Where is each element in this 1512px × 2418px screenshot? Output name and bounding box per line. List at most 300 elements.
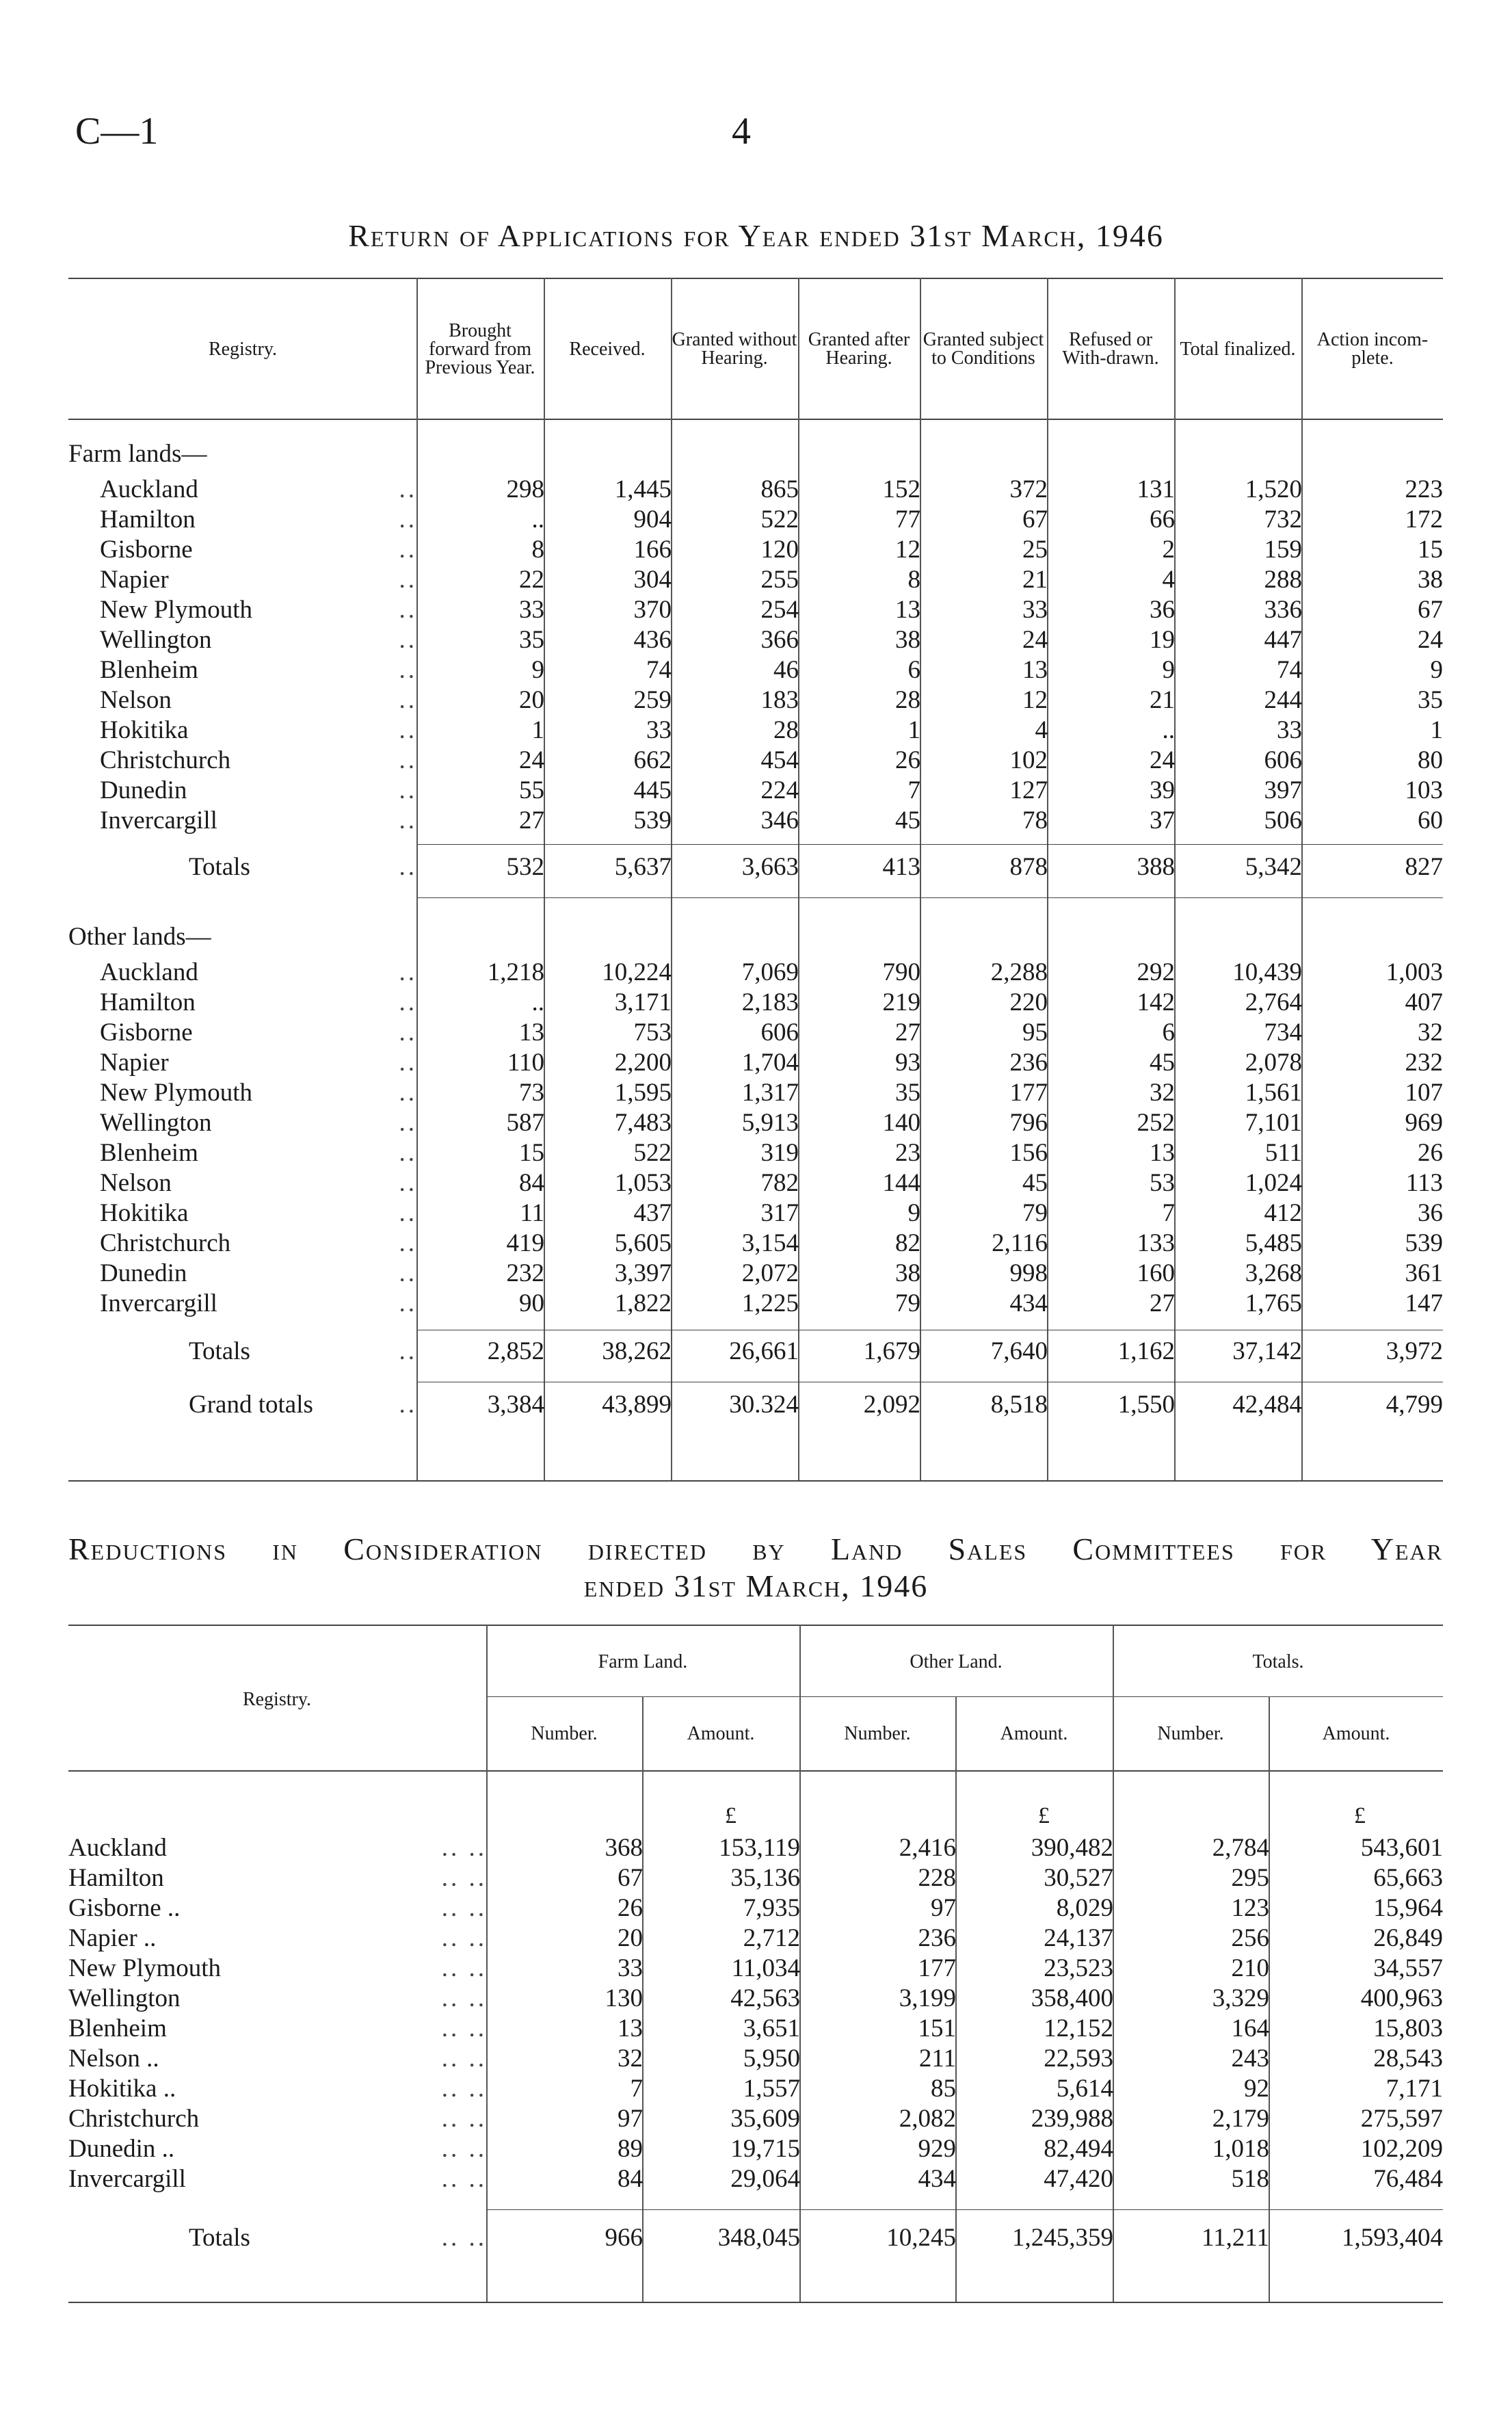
value-cell: 74 — [1277, 656, 1302, 684]
value-cell: 4 — [1035, 716, 1048, 744]
registry-cell: Totals — [189, 853, 250, 881]
value-cell: 522 — [633, 1139, 672, 1167]
value-cell: 7,101 — [1245, 1109, 1302, 1137]
t1-col-received: Received. — [569, 338, 646, 360]
value-cell: 19,715 — [730, 2135, 800, 2163]
value-cell: 77 — [895, 505, 920, 534]
value-cell: 19 — [1150, 626, 1175, 654]
value-cell: 9 — [531, 656, 544, 684]
value-cell: 2,082 — [899, 2105, 956, 2133]
value-cell: 3,651 — [743, 2014, 800, 2042]
registry-cell: Napier — [100, 566, 169, 594]
table-row — [68, 2074, 1443, 2104]
value-cell: 2,116 — [992, 1229, 1048, 1257]
t1-farm-totals-rule — [417, 844, 1443, 845]
value-cell: 24,137 — [1044, 1924, 1113, 1952]
value-cell: 606 — [1264, 746, 1302, 774]
leader-dots: .. — [399, 596, 417, 624]
value-cell: 23 — [895, 1139, 920, 1167]
value-cell: 7 — [907, 776, 920, 804]
totals-row — [68, 1337, 1443, 1367]
value-cell: 732 — [1264, 505, 1302, 534]
totals-row — [68, 2223, 1443, 2253]
value-cell: 55 — [519, 776, 544, 804]
value-cell: 929 — [918, 2135, 956, 2163]
value-cell: 24 — [1150, 746, 1175, 774]
value-cell: 1,561 — [1245, 1079, 1302, 1107]
value-cell: 153,119 — [719, 1834, 800, 1862]
value-cell: 35 — [895, 1079, 920, 1107]
value-cell: 131 — [1137, 475, 1175, 503]
value-cell: 24 — [1418, 626, 1443, 654]
table-row — [68, 505, 1443, 535]
value-cell: 796 — [1009, 1109, 1048, 1137]
t2-group-totals: Totals. — [1252, 1651, 1304, 1672]
value-cell: 45 — [895, 806, 920, 835]
value-cell: 32 — [1150, 1079, 1175, 1107]
leader-dots: .. — [399, 1169, 417, 1197]
value-cell: 97 — [618, 2105, 643, 2133]
value-cell: 969 — [1405, 1109, 1443, 1137]
leader-dots: .. — [399, 1199, 417, 1227]
t2-sub-totals-number: Number. — [1157, 1722, 1224, 1744]
value-cell: 361 — [1405, 1259, 1443, 1287]
t2-sub-totals-amount: Amount. — [1322, 1722, 1390, 1744]
t2-group-rule — [487, 1696, 1443, 1697]
table-row — [68, 1108, 1443, 1138]
t1-farm-totals-bottom-rule — [417, 897, 1443, 898]
value-cell: 120 — [760, 536, 799, 564]
t2-currency-farm: £ — [725, 1803, 737, 1828]
table-row — [68, 1923, 1443, 1954]
value-cell: 21 — [1150, 686, 1175, 714]
table-row — [68, 1863, 1443, 1893]
value-cell: 437 — [633, 1199, 672, 1227]
value-cell: 97 — [931, 1894, 956, 1922]
t2-col-registry: Registry. — [242, 1688, 312, 1710]
t1-col-total-finalized: Total finalized. — [1180, 338, 1296, 360]
leader-dots: .. — [399, 746, 417, 774]
value-cell: 159 — [1264, 536, 1302, 564]
leader-dots: .. — [399, 505, 417, 534]
value-cell: 79 — [1022, 1199, 1048, 1227]
value-cell: 522 — [760, 505, 799, 534]
leader-dots: .. .. — [441, 1954, 487, 1982]
value-cell: 827 — [1405, 853, 1443, 881]
value-cell: 1 — [907, 716, 920, 744]
value-cell: 211 — [918, 2045, 956, 2073]
value-cell: 9 — [907, 1199, 920, 1227]
value-cell: 1,557 — [743, 2075, 800, 2103]
value-cell: 89 — [618, 2135, 643, 2163]
value-cell: 65,663 — [1373, 1864, 1443, 1892]
value-cell: 259 — [633, 686, 672, 714]
value-cell: 228 — [918, 1864, 956, 1892]
value-cell: 12 — [1022, 686, 1048, 714]
value-cell: 15 — [1418, 536, 1443, 564]
value-cell: 413 — [882, 853, 920, 881]
value-cell: 397 — [1264, 776, 1302, 804]
registry-cell: Invercargill — [100, 806, 217, 835]
leader-dots: .. .. — [441, 1834, 487, 1862]
value-cell: 1,018 — [1212, 2135, 1269, 2163]
value-cell: 156 — [1009, 1139, 1048, 1167]
value-cell: 244 — [1264, 686, 1302, 714]
table-row — [68, 958, 1443, 988]
value-cell: 144 — [882, 1169, 920, 1197]
value-cell: 447 — [1264, 626, 1302, 654]
value-cell: .. — [1162, 716, 1175, 744]
t1-col-granted-without-hearing: Granted without Hearing. — [672, 329, 797, 369]
value-cell: 543,601 — [1360, 1834, 1443, 1862]
value-cell: 164 — [1231, 2014, 1269, 2042]
registry-cell: Hamilton — [100, 988, 196, 1016]
value-cell: 368 — [605, 1834, 643, 1862]
value-cell: 539 — [1405, 1229, 1443, 1257]
value-cell: 102 — [1009, 746, 1048, 774]
t2-totals-rule — [487, 2209, 1443, 2210]
value-cell: 26 — [895, 746, 920, 774]
value-cell: 127 — [1009, 776, 1048, 804]
leader-dots: .. — [399, 1139, 417, 1167]
value-cell: 3,154 — [741, 1229, 799, 1257]
table-row — [68, 565, 1443, 595]
value-cell: 232 — [1405, 1049, 1443, 1077]
leader-dots: .. — [399, 1049, 417, 1077]
table-row — [68, 806, 1443, 836]
value-cell: 236 — [918, 1924, 956, 1952]
registry-cell: Auckland — [68, 1834, 167, 1862]
value-cell: 90 — [519, 1289, 544, 1317]
table-row — [68, 655, 1443, 685]
table-row — [68, 1984, 1443, 2014]
t1-col-granted-subject: Granted subject to Conditions — [923, 329, 1044, 369]
value-cell: 26,849 — [1373, 1924, 1443, 1952]
value-cell: 790 — [882, 958, 920, 986]
leader-dots: .. .. — [441, 2045, 487, 2073]
table-row — [68, 1833, 1443, 1863]
value-cell: 336 — [1264, 596, 1302, 624]
leader-dots: .. — [399, 1229, 417, 1257]
value-cell: 224 — [760, 776, 799, 804]
table2-title-line1: Reductions in Consideration directed by Land Sales Committees for Year — [68, 1532, 1443, 1566]
value-cell: 11 — [520, 1199, 544, 1227]
t2-currency-other: £ — [1038, 1803, 1050, 1828]
value-cell: 15 — [519, 1139, 544, 1167]
value-cell: 24 — [519, 746, 544, 774]
value-cell: 73 — [519, 1079, 544, 1107]
registry-cell: New Plymouth — [68, 1954, 222, 1982]
leader-dots: .. — [399, 776, 417, 804]
value-cell: 79 — [895, 1289, 920, 1317]
registry-cell: New Plymouth — [100, 596, 253, 624]
table1-bottom-rule — [68, 1480, 1443, 1482]
table-row — [68, 988, 1443, 1018]
table-row — [68, 595, 1443, 625]
registry-cell: Napier .. — [68, 1924, 157, 1952]
value-cell: 370 — [633, 596, 672, 624]
value-cell: 177 — [1009, 1079, 1048, 1107]
t1-other-heading: Other lands— — [68, 923, 211, 951]
value-cell: 5,637 — [614, 853, 672, 881]
registry-cell: Blenheim — [100, 656, 198, 684]
leader-dots: .. .. — [441, 1864, 487, 1892]
value-cell: 434 — [1009, 1289, 1048, 1317]
value-cell: 11,034 — [731, 1954, 800, 1982]
registry-cell: Hokitika — [100, 1199, 189, 1227]
value-cell: 210 — [1231, 1954, 1269, 1982]
registry-cell: Napier — [100, 1049, 169, 1077]
table-row — [68, 1198, 1443, 1228]
value-cell: 27 — [895, 1019, 920, 1047]
leader-dots: .. .. — [441, 2165, 487, 2193]
leader-dots: .. — [399, 566, 417, 594]
value-cell: 5,605 — [614, 1229, 672, 1257]
value-cell: 30,527 — [1044, 1864, 1113, 1892]
value-cell: 275,597 — [1360, 2105, 1443, 2133]
value-cell: 66 — [1150, 505, 1175, 534]
value-cell: 3,171 — [614, 988, 672, 1016]
value-cell: 33 — [519, 596, 544, 624]
value-cell: 35 — [1418, 686, 1443, 714]
value-cell: 46 — [773, 656, 799, 684]
t2-sub-other-amount: Amount. — [1000, 1722, 1068, 1744]
value-cell: 256 — [1231, 1924, 1269, 1952]
value-cell: 38 — [1418, 566, 1443, 594]
leader-dots: .. — [399, 853, 417, 881]
registry-cell: Wellington — [100, 1109, 212, 1137]
value-cell: 904 — [633, 505, 672, 534]
value-cell: 13 — [519, 1019, 544, 1047]
value-cell: 319 — [760, 1139, 799, 1167]
leader-dots: .. — [399, 1391, 417, 1419]
value-cell: 400,963 — [1360, 1984, 1443, 2012]
value-cell: 36 — [1150, 596, 1175, 624]
value-cell: 151 — [918, 2014, 956, 2042]
value-cell: 3,384 — [487, 1391, 544, 1419]
table2-bottom-rule — [68, 2302, 1443, 2303]
registry-cell: Gisborne — [100, 536, 193, 564]
value-cell: 84 — [519, 1169, 544, 1197]
value-cell: 3,329 — [1212, 1984, 1269, 2012]
value-cell: 2,764 — [1245, 988, 1302, 1016]
value-cell: 4 — [1162, 566, 1175, 594]
value-cell: 1,445 — [614, 475, 672, 503]
value-cell: 454 — [760, 746, 799, 774]
leader-dots: .. — [399, 1337, 417, 1365]
value-cell: 35 — [519, 626, 544, 654]
leader-dots: .. — [399, 988, 417, 1016]
value-cell: 130 — [605, 1984, 643, 2012]
value-cell: 160 — [1137, 1259, 1175, 1287]
value-cell: 304 — [633, 566, 672, 594]
value-cell: 292 — [1137, 958, 1175, 986]
value-cell: 2,784 — [1212, 1834, 1269, 1862]
value-cell: 7,483 — [614, 1109, 672, 1137]
value-cell: 7 — [1162, 1199, 1175, 1227]
value-cell: 255 — [760, 566, 799, 594]
registry-cell: Christchurch — [100, 746, 231, 774]
value-cell: 1,765 — [1245, 1289, 1302, 1317]
value-cell: 183 — [760, 686, 799, 714]
table-row — [68, 2044, 1443, 2074]
t1-col-brought-forward: Brought forward from Previous Year. — [425, 319, 535, 378]
registry-cell: Gisborne .. — [68, 1894, 181, 1922]
leader-dots: .. .. — [441, 1924, 487, 1952]
registry-cell: Hamilton — [100, 505, 196, 534]
value-cell: 5,342 — [1245, 853, 1302, 881]
value-cell: 1,053 — [614, 1169, 672, 1197]
value-cell: 518 — [1231, 2165, 1269, 2193]
value-cell: 3,663 — [741, 853, 799, 881]
value-cell: 232 — [506, 1259, 544, 1287]
value-cell: 6 — [907, 656, 920, 684]
value-cell: 29,064 — [730, 2165, 800, 2193]
value-cell: 13 — [1150, 1139, 1175, 1167]
t1-farm-heading: Farm lands— — [68, 440, 207, 468]
value-cell: 45 — [1150, 1049, 1175, 1077]
leader-dots: .. — [399, 536, 417, 564]
value-cell: 865 — [760, 475, 799, 503]
value-cell: 412 — [1264, 1199, 1302, 1227]
value-cell: 13 — [895, 596, 920, 624]
value-cell: 366 — [760, 626, 799, 654]
registry-cell: New Plymouth — [100, 1079, 253, 1107]
value-cell: 539 — [633, 806, 672, 835]
value-cell: 1 — [1430, 716, 1443, 744]
value-cell: 47,420 — [1044, 2165, 1113, 2193]
leader-dots: .. .. — [441, 2105, 487, 2133]
value-cell: 92 — [1244, 2075, 1269, 2103]
value-cell: 102,209 — [1360, 2135, 1443, 2163]
value-cell: 147 — [1405, 1289, 1443, 1317]
value-cell: 358,400 — [1031, 1984, 1113, 2012]
grand-totals-row — [68, 1390, 1443, 1420]
value-cell: 511 — [1264, 1139, 1302, 1167]
registry-cell: Dunedin .. — [68, 2135, 175, 2163]
value-cell: 43,899 — [602, 1391, 672, 1419]
registry-cell: Hokitika .. — [68, 2075, 176, 2103]
leader-dots: .. .. — [441, 2224, 487, 2252]
leader-dots: .. .. — [441, 1894, 487, 1922]
value-cell: 32 — [1418, 1019, 1443, 1047]
value-cell: 298 — [506, 475, 544, 503]
t2-sub-farm-number: Number. — [531, 1722, 598, 1744]
value-cell: 20 — [618, 1924, 643, 1952]
table-row — [68, 1168, 1443, 1198]
value-cell: 7,935 — [743, 1894, 800, 1922]
value-cell: 2,072 — [741, 1259, 799, 1287]
table2-top-rule — [68, 1625, 1443, 1626]
value-cell: 1,595 — [614, 1079, 672, 1107]
value-cell: 1 — [531, 716, 544, 744]
value-cell: 434 — [918, 2165, 956, 2193]
leader-dots: .. .. — [441, 1984, 487, 2012]
registry-cell: Wellington — [68, 1984, 181, 2012]
value-cell: 24 — [1022, 626, 1048, 654]
value-cell: 38,262 — [602, 1337, 672, 1365]
table-row — [68, 776, 1443, 806]
leader-dots: .. — [399, 1289, 417, 1317]
leader-dots: .. — [399, 1259, 417, 1287]
registry-cell: Invercargill — [68, 2165, 186, 2193]
value-cell: 2,179 — [1212, 2105, 1269, 2133]
page-number: 4 — [732, 110, 751, 153]
value-cell: 219 — [882, 988, 920, 1016]
value-cell: 4,799 — [1385, 1391, 1443, 1419]
value-cell: 133 — [1137, 1229, 1175, 1257]
value-cell: 80 — [1418, 746, 1443, 774]
value-cell: 32 — [618, 2045, 643, 2073]
value-cell: 15,964 — [1373, 1894, 1443, 1922]
value-cell: 74 — [646, 656, 672, 684]
leader-dots: .. .. — [441, 2075, 487, 2103]
value-cell: 10,224 — [602, 958, 672, 986]
value-cell: 26,661 — [729, 1337, 799, 1365]
value-cell: 95 — [1022, 1019, 1048, 1047]
value-cell: 587 — [506, 1109, 544, 1137]
t1-col-registry: Registry. — [208, 338, 278, 360]
value-cell: 506 — [1264, 806, 1302, 835]
value-cell: 317 — [760, 1199, 799, 1227]
value-cell: 39 — [1150, 776, 1175, 804]
registry-cell: Hamilton — [68, 1864, 164, 1892]
value-cell: 606 — [760, 1019, 799, 1047]
leader-dots: .. — [399, 1079, 417, 1107]
value-cell: 239,988 — [1031, 2105, 1113, 2133]
registry-cell: Grand totals — [189, 1391, 313, 1419]
value-cell: 7,171 — [1385, 2075, 1443, 2103]
value-cell: 103 — [1405, 776, 1443, 804]
value-cell: 113 — [1405, 1169, 1443, 1197]
value-cell: 60 — [1418, 806, 1443, 835]
value-cell: 152 — [882, 475, 920, 503]
value-cell: 445 — [633, 776, 672, 804]
value-cell: 3,199 — [899, 1984, 956, 2012]
table2-title-line2: ended 31st March, 1946 — [583, 1568, 929, 1603]
value-cell: 2,078 — [1245, 1049, 1302, 1077]
value-cell: 26 — [618, 1894, 643, 1922]
value-cell: 25 — [1022, 536, 1048, 564]
value-cell: 33 — [646, 716, 672, 744]
table-row — [68, 1138, 1443, 1168]
value-cell: 295 — [1231, 1864, 1269, 1892]
table-row — [68, 2014, 1443, 2044]
registry-cell: Hokitika — [100, 716, 189, 744]
value-cell: 9 — [1162, 656, 1175, 684]
value-cell: 33 — [618, 1954, 643, 1982]
registry-cell: Dunedin — [100, 1259, 187, 1287]
value-cell: 2,852 — [487, 1337, 544, 1365]
value-cell: 15,803 — [1373, 2014, 1443, 2042]
value-cell: 107 — [1405, 1079, 1443, 1107]
value-cell: 33 — [1022, 596, 1048, 624]
value-cell: 5,950 — [743, 2045, 800, 2073]
value-cell: 20 — [519, 686, 544, 714]
registry-cell: Blenheim — [68, 2014, 167, 2042]
value-cell: 35,609 — [730, 2105, 800, 2133]
value-cell: 2,416 — [899, 1834, 956, 1862]
table-row — [68, 2164, 1443, 2194]
value-cell: 6 — [1162, 1019, 1175, 1047]
table-row — [68, 1954, 1443, 1984]
table-row — [68, 475, 1443, 505]
value-cell: 142 — [1137, 988, 1175, 1016]
leader-dots: .. — [399, 1019, 417, 1047]
value-cell: 67 — [1022, 505, 1048, 534]
value-cell: 28,543 — [1373, 2045, 1443, 2073]
value-cell: 8 — [531, 536, 544, 564]
